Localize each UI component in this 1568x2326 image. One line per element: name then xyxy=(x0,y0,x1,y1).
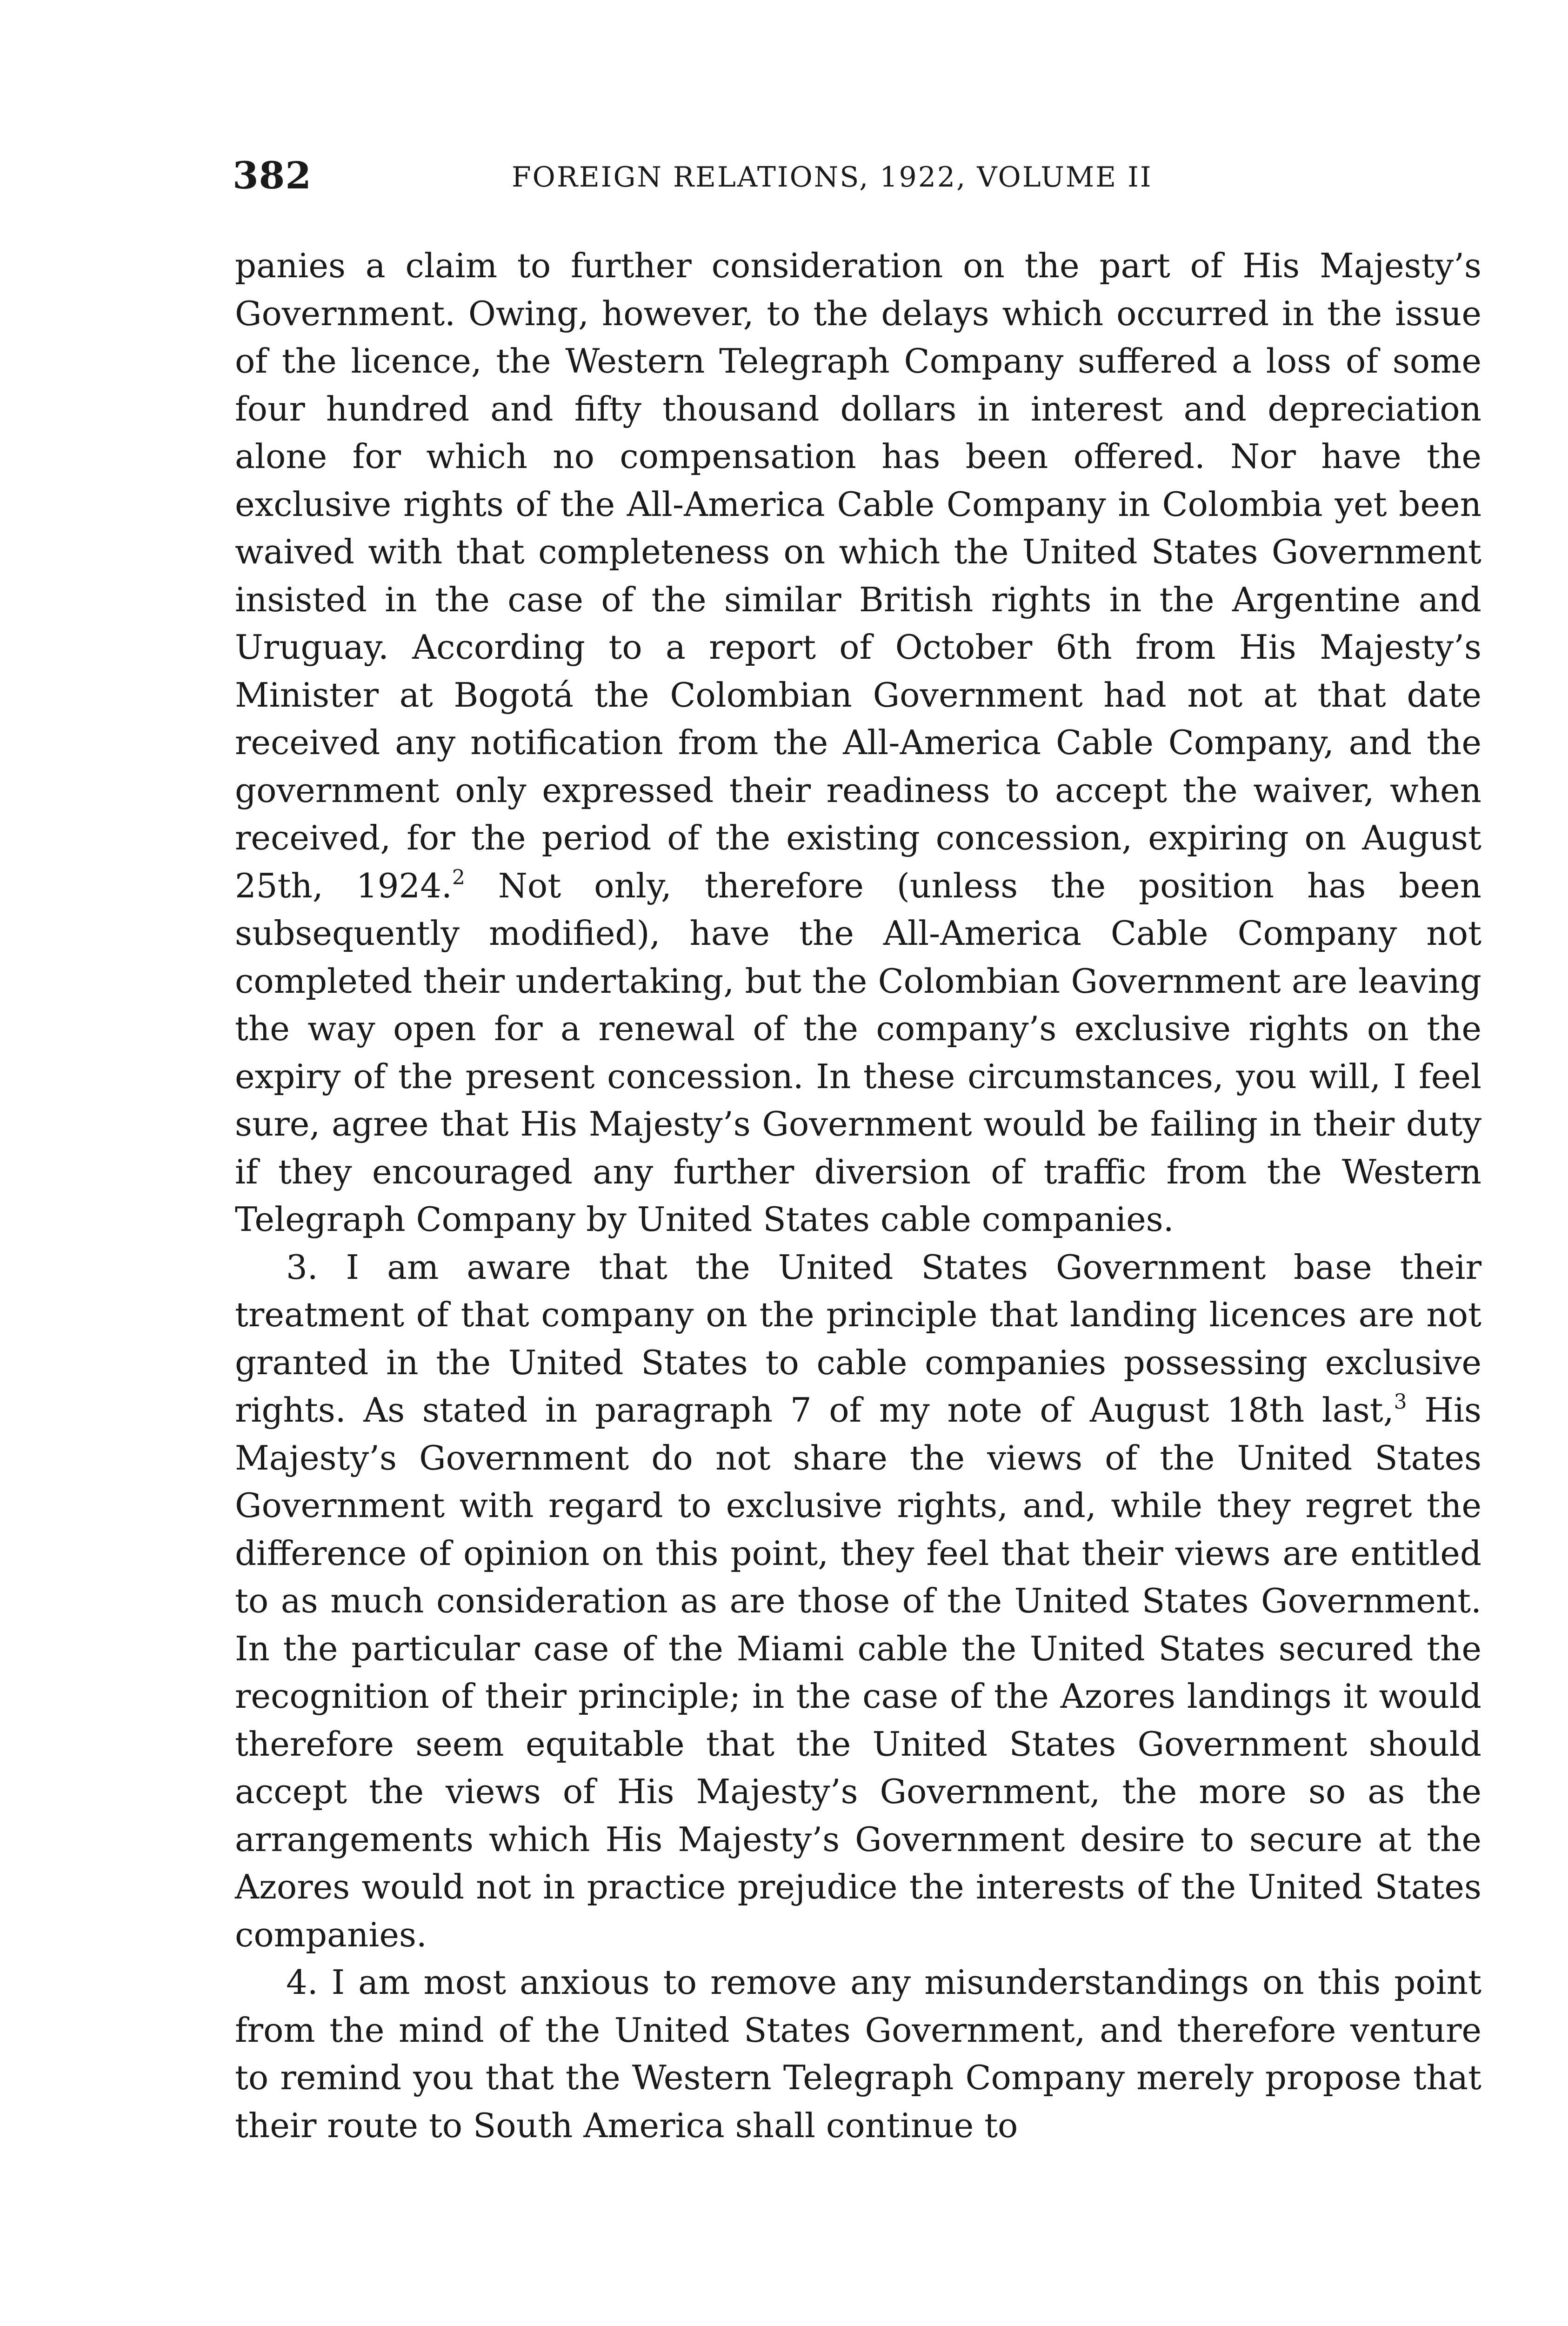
footnote-ref-3[interactable]: 3 xyxy=(1394,1390,1407,1414)
paragraph-text: His Majesty’s Government do not share the views of the United States Government with regard to exclusive rights, and, while they regret the difference of opinion on this point, they feel that their views are entitled to as much consideration as are those of the United States Government. In the particular case of the Miami cable the United States secured the recognition of their principle; in the case of the Azores landings it would therefore seem equitable that the United States Government should accept the views of His Majesty’s Government, the more so as the arrangements which His Majesty’s Government desire to secure at the Azores would not in practice prejudice the interests of the United States companies. xyxy=(235,1390,1481,1954)
paragraph-text: 4. I am most anxious to remove any misunderstandings on this point from the mind of the United States Government, and therefore venture to remind you that the Western Telegraph Company merely propose that their route to South America shall continue to xyxy=(235,1963,1481,2145)
paragraph-text: panies a claim to further consideration on the part of His Majesty’s Government. Owing, however, to the delays which occurred in the issue of the licence, the Western Telegraph Company suffered a loss of some four hundred and fifty thousand dollars in interest and depreciation alone for which no compensation has been offered. Nor have the exclusive rights of the All-America Cable Company in Colombia yet been waived with that completeness on which the United States Government insisted in the case of the similar British rights in the Argentine and Uruguay. According to a report of October 6th from His Majesty’s Minister at Bogotá the Colombian Government had not at that date received any notification from the All-America Cable Company, and the government only expressed their readiness to accept the waiver, when received, for the period of the existing concession, expiring on August 25th, 1924. xyxy=(235,246,1481,905)
paragraph-4 xyxy=(235,1958,1481,2149)
page-header xyxy=(233,154,1479,205)
paragraph-3 xyxy=(235,1243,1481,1959)
running-head: FOREIGN RELATIONS, 1922, VOLUME II xyxy=(512,161,1153,194)
body-text xyxy=(235,242,1481,2149)
paragraph-text: 3. I am aware that the United States Government base their treatment of that company on the principle that landing licences are not granted in the United States to cable companies possessing exclusive rights. As stated in paragraph 7 of my note of August 18th last, xyxy=(235,1247,1481,1430)
paragraph-continued xyxy=(235,242,1481,1243)
page-number: 382 xyxy=(233,154,312,197)
footnote-ref-2[interactable]: 2 xyxy=(452,865,465,889)
paragraph-text: Not only, therefore (unless the position has been subsequently modified), have the All-America Cable Company not completed their undertaking, but the Colombian Government are leaving the way open for a renewal of the company’s exclusive rights on the expiry of the present concession. In these circumstances, you will, I feel sure, agree that His Majesty’s Government would be failing in their duty if they encouraged any further diversion of traffic from the Western Telegraph Company by United States cable companies. xyxy=(235,866,1481,1239)
